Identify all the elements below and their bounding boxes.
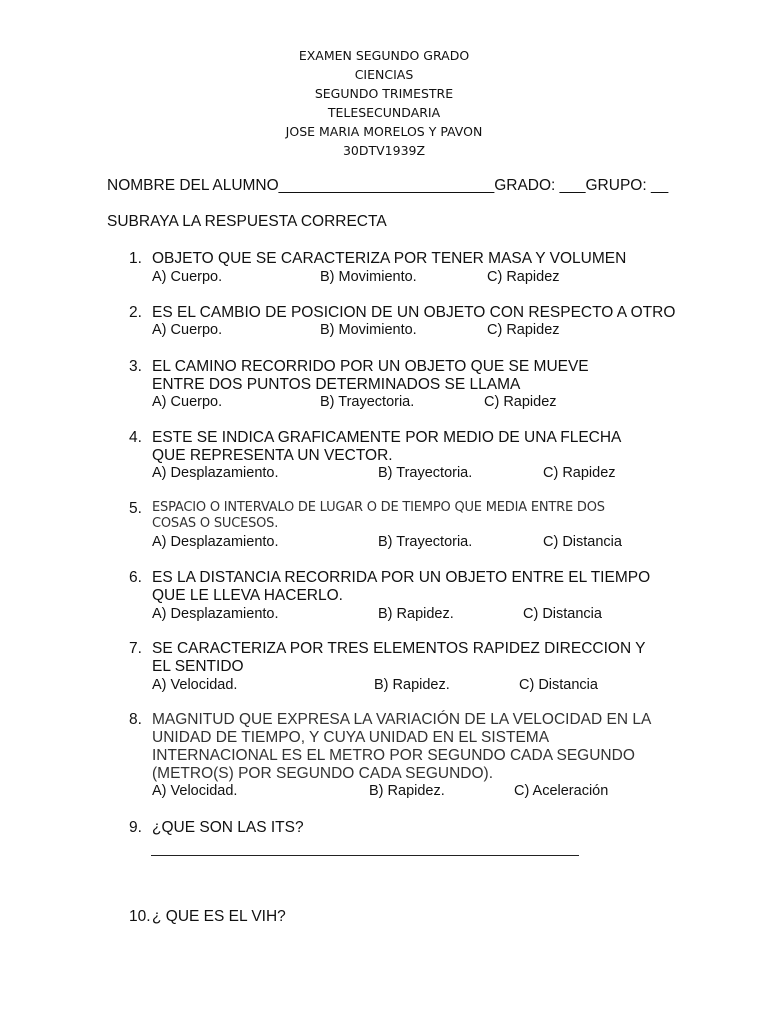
header-school-type: TELESECUNDARIA bbox=[327, 105, 441, 120]
header-school-name: JOSE MARIA MORELOS Y PAVON bbox=[285, 124, 483, 139]
option-c: C) Distancia bbox=[519, 677, 598, 693]
option-b: B) Trayectoria. bbox=[378, 534, 473, 550]
question-number: 2. bbox=[129, 304, 142, 321]
option-a: A) Velocidad. bbox=[152, 677, 238, 693]
instruction-text: SUBRAYA LA RESPUESTA CORRECTA bbox=[107, 213, 387, 230]
question-stem: ES LA DISTANCIA RECORRIDA POR UN OBJETO ENTRE EL TIEMPO QUE LE LLEVA HACERLO. bbox=[152, 569, 651, 604]
question-number: 3. bbox=[129, 358, 142, 375]
option-a: A) Desplazamiento. bbox=[152, 534, 279, 550]
option-c: C) Distancia bbox=[543, 534, 622, 550]
question-stem: ¿ QUE ES EL VIH? bbox=[152, 908, 286, 925]
question-number: 7. bbox=[129, 640, 142, 657]
question-number: 1. bbox=[129, 250, 142, 267]
option-a: A) Cuerpo. bbox=[152, 269, 223, 285]
question-number: 6. bbox=[129, 569, 142, 586]
option-a: A) Velocidad. bbox=[152, 783, 238, 799]
header-title: EXAMEN SEGUNDO GRADO bbox=[298, 48, 470, 63]
option-b: B) Rapidez. bbox=[369, 783, 445, 799]
option-b: B) Rapidez. bbox=[374, 677, 450, 693]
option-b: B) Movimiento. bbox=[320, 269, 417, 285]
question-number: 8. bbox=[129, 711, 142, 728]
header-school-code: 30DTV1939Z bbox=[342, 143, 426, 158]
question-number: 5. bbox=[129, 500, 142, 517]
option-a: A) Cuerpo. bbox=[152, 322, 223, 338]
question-stem: ESTE SE INDICA GRAFICAMENTE POR MEDIO DE UNA FLECHA QUE REPRESENTA UN VECTOR. bbox=[152, 429, 621, 464]
option-c: C) Rapidez bbox=[487, 269, 560, 285]
option-b: B) Rapidez. bbox=[378, 606, 454, 622]
option-c: C) Distancia bbox=[523, 606, 602, 622]
question-stem: ESPACIO O INTERVALO DE LUGAR O DE TIEMPO QUE MEDIA ENTRE DOS COSAS O SUCESOS. bbox=[152, 500, 605, 531]
option-c: C) Rapidez bbox=[487, 322, 560, 338]
option-c: C) Rapidez bbox=[543, 465, 616, 481]
answer-blank-line bbox=[151, 855, 579, 856]
question-stem: SE CARACTERIZA POR TRES ELEMENTOS RAPIDEZ DIRECCION Y EL SENTIDO bbox=[152, 640, 646, 675]
question-stem: MAGNITUD QUE EXPRESA LA VARIACIÓN DE LA VELOCIDAD EN LA UNIDAD DE TIEMPO, Y CUYA UNIDAD EN EL SISTEMA INTERNACIONAL ES EL METRO POR SEGUNDO CADA SEGUNDO (METRO(S) POR SEGUNDO CADA SEGUNDO). bbox=[152, 711, 651, 782]
header-trimester: SEGUNDO TRIMESTRE bbox=[314, 86, 454, 101]
question-number: 10. bbox=[129, 908, 151, 925]
option-c: C) Aceleración bbox=[514, 783, 609, 799]
option-b: B) Movimiento. bbox=[320, 322, 417, 338]
option-c: C) Rapidez bbox=[484, 394, 557, 410]
question-stem: OBJETO QUE SE CARACTERIZA POR TENER MASA Y VOLUMEN bbox=[152, 250, 627, 267]
student-info-line: NOMBRE DEL ALUMNO_________________________GRADO: ___GRUPO: __ bbox=[107, 177, 669, 194]
question-number: 4. bbox=[129, 429, 142, 446]
option-a: A) Desplazamiento. bbox=[152, 606, 279, 622]
header-subject: CIENCIAS bbox=[354, 67, 414, 82]
option-b: B) Trayectoria. bbox=[320, 394, 415, 410]
exam-header bbox=[0, 46, 768, 160]
question-number: 9. bbox=[129, 819, 142, 836]
question-stem: ES EL CAMBIO DE POSICION DE UN OBJETO CON RESPECTO A OTRO bbox=[152, 304, 676, 321]
option-b: B) Trayectoria. bbox=[378, 465, 473, 481]
question-stem: EL CAMINO RECORRIDO POR UN OBJETO QUE SE MUEVE ENTRE DOS PUNTOS DETERMINADOS SE LLAMA bbox=[152, 358, 589, 393]
option-a: A) Desplazamiento. bbox=[152, 465, 279, 481]
question-stem: ¿QUE SON LAS ITS? bbox=[152, 819, 304, 836]
option-a: A) Cuerpo. bbox=[152, 394, 223, 410]
